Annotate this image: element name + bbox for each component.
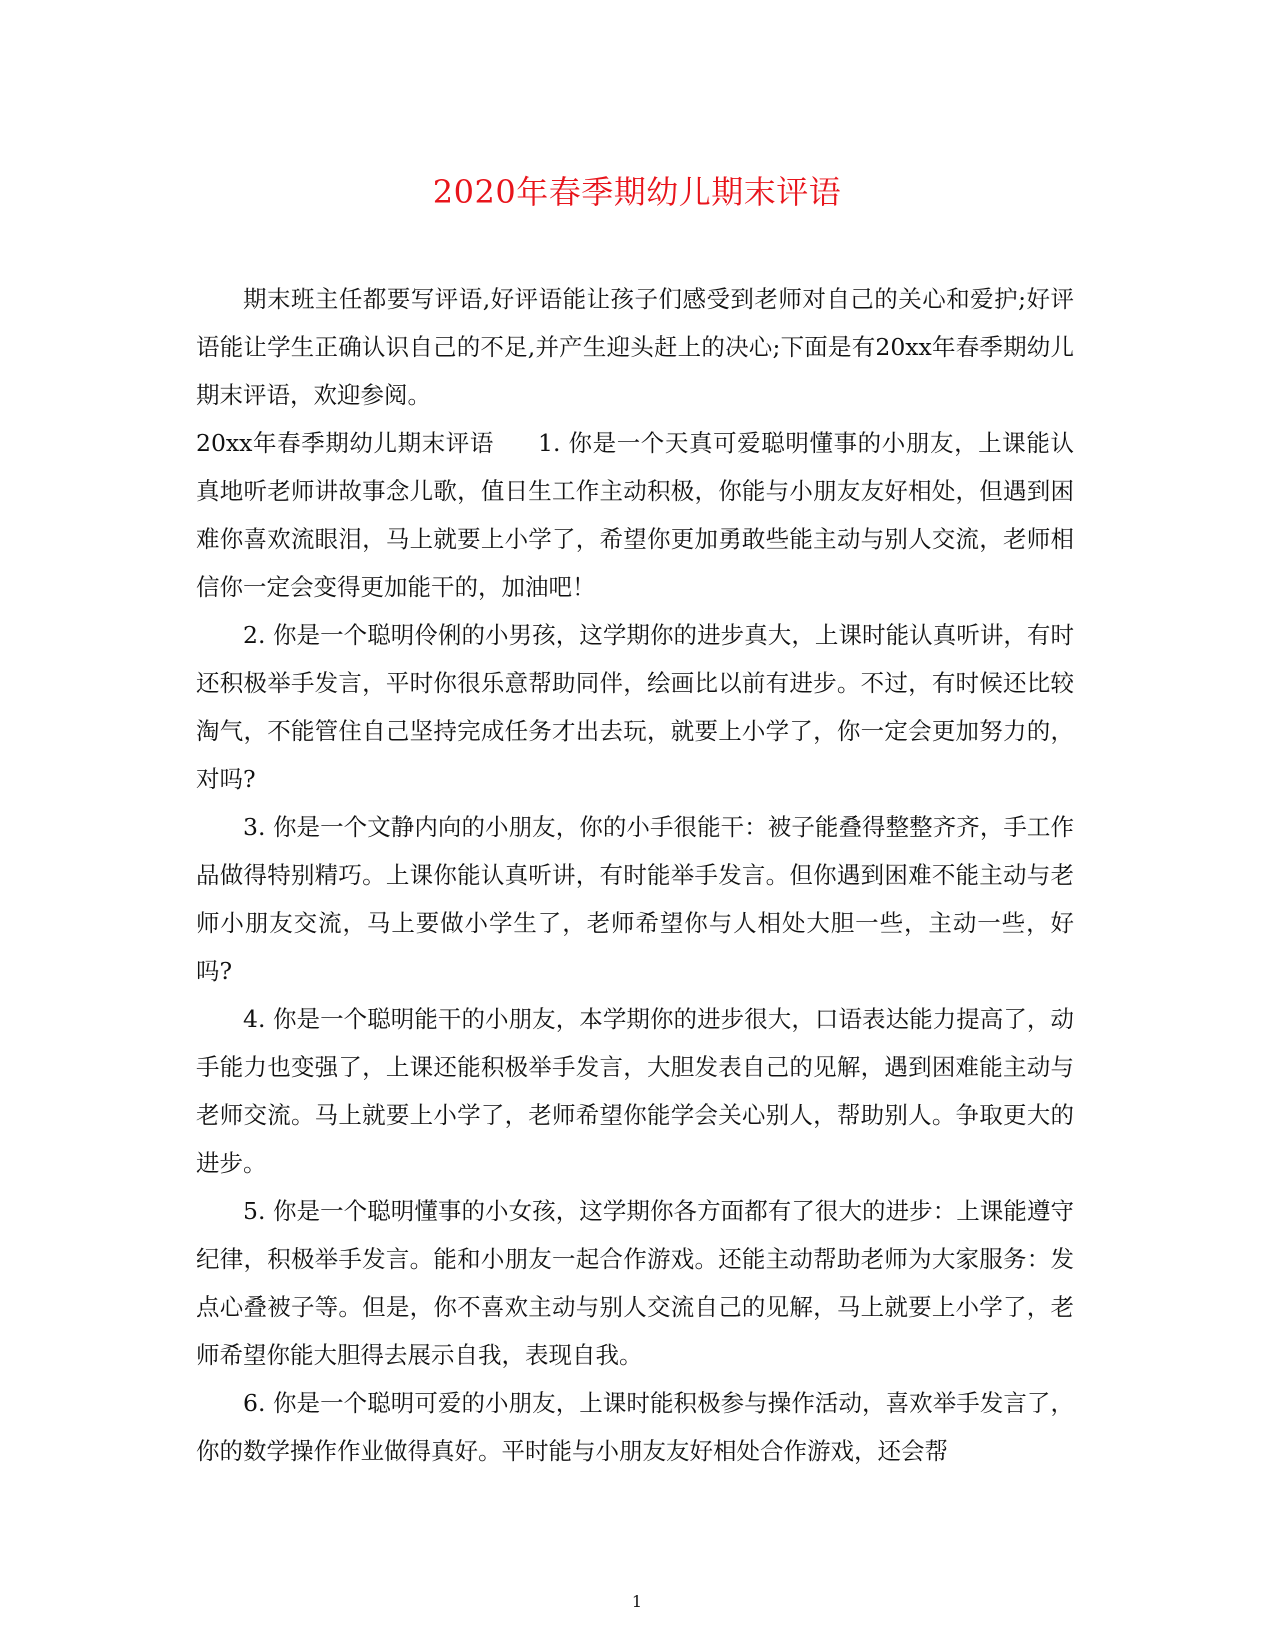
comment-2: 2. 你是一个聪明伶俐的小男孩，这学期你的进步真大，上课时能认真听讲，有时还积极举手发言，平时你很乐意帮助同伴，绘画比以前有进步。不过，有时候还比较淘气，不能管住自己坚持完成任务才出去玩，就要上小学了，你一定会更加努力的，对吗?: [196, 621, 1074, 793]
page-number: 1: [631, 1592, 643, 1611]
first-comment-paragraph: [196, 419, 1074, 611]
comment-4: 4. 你是一个聪明能干的小朋友，本学期你的进步很大，口语表达能力提高了，动手能力也变强了，上课还能积极举手发言，大胆发表自己的见解，遇到困难能主动与老师交流。马上就要上小学了，老师希望你能学会关心别人，帮助别人。争取更大的进步。: [196, 1005, 1074, 1177]
document-title: 2020年春季期幼儿期末评语: [432, 173, 842, 211]
section-heading: 20xx年春季期幼儿期末评语: [196, 429, 494, 457]
comment-5: 5. 你是一个聪明懂事的小女孩，这学期你各方面都有了很大的进步：上课能遵守纪律，积极举手发言。能和小朋友一起合作游戏。还能主动帮助老师为大家服务：发点心叠被子等。但是，你不喜欢主动与别人交流自己的见解，马上就要上小学了，老师希望你能大胆得去展示自我，表现自我。: [196, 1197, 1074, 1369]
document-body: [196, 275, 1074, 1475]
intro-paragraph: 期末班主任都要写评语,好评语能让孩子们感受到老师对自己的关心和爱护;好评语能让学生正确认识自己的不足,并产生迎头赶上的决心;下面是有20xx年春季期幼儿期末评语，欢迎参阅。: [196, 285, 1074, 409]
comment-1: 1. 你是一个天真可爱聪明懂事的小朋友，上课能认真地听老师讲故事念儿歌，值日生工作主动积极，你能与小朋友友好相处，但遇到困难你喜欢流眼泪，马上就要上小学了，希望你更加勇敢些能主动与别人交流，老师相信你一定会变得更加能干的，加油吧！: [196, 429, 1074, 601]
comment-6: 6. 你是一个聪明可爱的小朋友，上课时能积极参与操作活动，喜欢举手发言了，你的数学操作作业做得真好。平时能与小朋友友好相处合作游戏，还会帮: [196, 1389, 1074, 1465]
comment-3: 3. 你是一个文静内向的小朋友，你的小手很能干：被子能叠得整整齐齐，手工作品做得特别精巧。上课你能认真听讲，有时能举手发言。但你遇到困难不能主动与老师小朋友交流，马上要做小学生了，老师希望你与人相处大胆一些，主动一些，好吗?: [196, 813, 1074, 985]
